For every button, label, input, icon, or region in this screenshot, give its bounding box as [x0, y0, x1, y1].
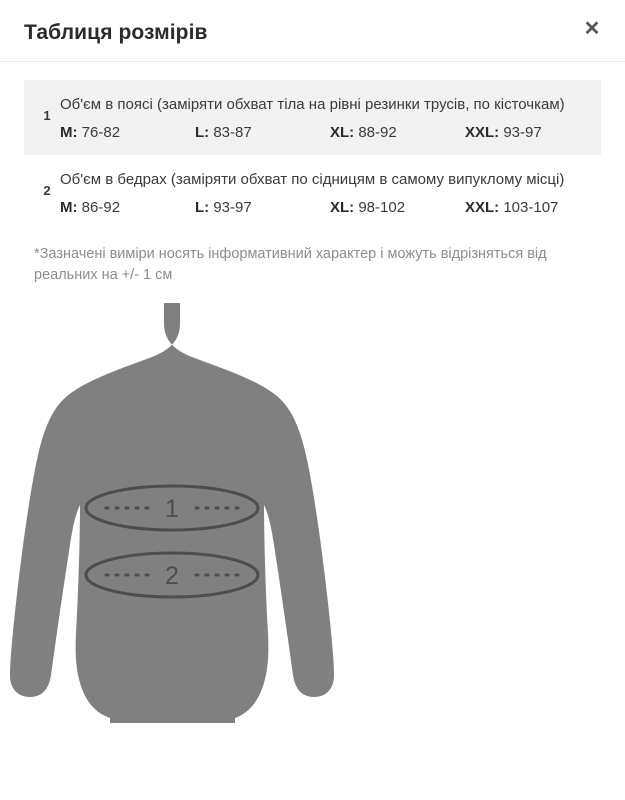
size-label: L:: [195, 198, 210, 216]
close-icon[interactable]: ✕: [579, 16, 605, 42]
size-values: [60, 199, 587, 216]
size-value: 83-87: [213, 123, 252, 141]
size-label: L:: [195, 123, 210, 141]
size-values: [60, 124, 587, 141]
size-value: 93-97: [213, 198, 252, 216]
size-cell: [330, 199, 465, 216]
size-label: XL:: [330, 123, 355, 141]
size-label: XXL:: [465, 123, 500, 141]
size-value: 86-92: [81, 198, 121, 216]
size-cell: [195, 199, 330, 216]
disclaimer-note: *Зазначені виміри носять інформативний характер і можуть відрізняться від реальних на +/- 1 см: [34, 245, 547, 284]
size-cell: [60, 124, 195, 141]
body-diagram: [0, 303, 625, 723]
size-cell: [465, 199, 558, 216]
waist-marker-label: 1: [165, 495, 179, 524]
size-label: XXL:: [465, 198, 500, 216]
size-value: 98-102: [358, 198, 406, 216]
size-cell: [330, 124, 465, 141]
size-label: M:: [60, 198, 78, 216]
size-cell: [60, 199, 195, 216]
size-label: XL:: [330, 198, 355, 216]
size-label: M:: [60, 123, 78, 141]
size-value: 103-107: [503, 198, 559, 216]
row-index: 2: [43, 182, 51, 198]
size-value: 76-82: [81, 123, 121, 141]
measurement-description: Об'єм в бедрах (заміряти обхват по сідницям в самому випуклому місці): [60, 170, 565, 188]
size-cell: [465, 124, 542, 141]
measurement-row: [24, 155, 601, 230]
modal-body: [0, 62, 625, 287]
row-content: [60, 94, 587, 141]
row-content: [60, 169, 587, 216]
measurement-row: [24, 80, 601, 155]
hips-marker-label: 2: [165, 562, 179, 591]
size-cell: [195, 124, 330, 141]
modal-header: [0, 0, 625, 62]
page-title: Таблиця розмірів: [24, 21, 208, 44]
row-index: 1: [43, 108, 51, 124]
measurement-description: Об'єм в поясі (заміряти обхват тіла на рівні резинки трусів, по кісточкам): [60, 96, 565, 114]
size-value: 93-97: [503, 123, 542, 141]
size-value: 88-92: [358, 123, 397, 141]
